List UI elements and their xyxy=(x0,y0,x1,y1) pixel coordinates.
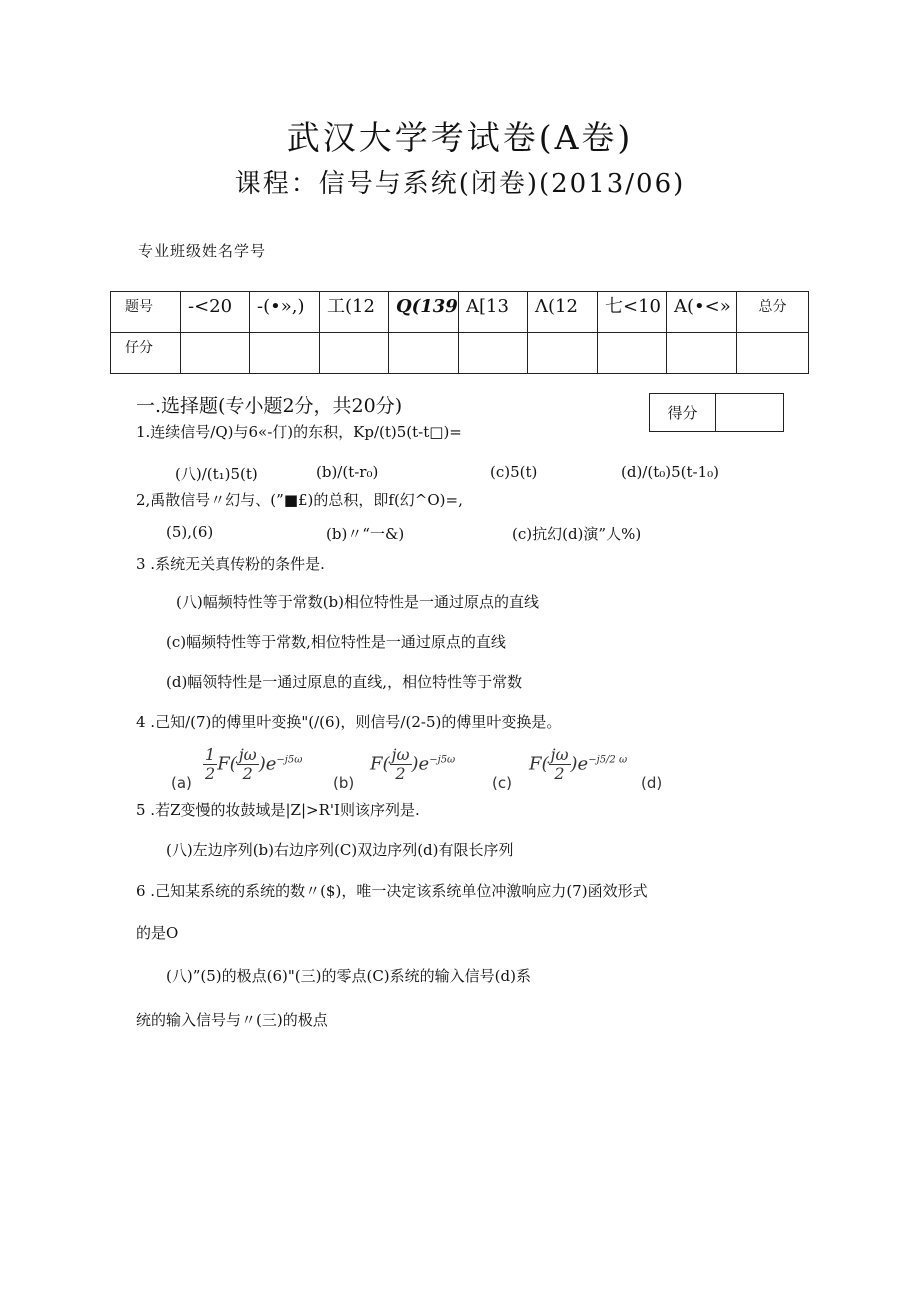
score-table-header-total: 总分 xyxy=(758,299,787,315)
exam-title: 武汉大学考试卷(A卷) xyxy=(286,118,634,157)
score-table-header: A[13 xyxy=(466,296,509,317)
question-1: 1.连续信号/Q)与6«-仃)的东积，Kp/(t)5(t-t□)= xyxy=(136,423,462,441)
score-cell xyxy=(667,333,737,374)
q6-options-continued: 统的输入信号与〃(三)的极点 xyxy=(136,1011,328,1029)
q4-formula-c: F( $\frac{j\omega}{2}$ )$e^{-j5/2 \omega}$ xyxy=(529,745,628,783)
q4-label-b: (b) xyxy=(333,774,355,792)
question-2: 2,禹散信号〃幻与、(”■£)的总积，即f(幻^O)=, xyxy=(136,491,463,509)
score-table-header: 七<10 xyxy=(605,296,661,317)
score-row-label: 仔分 xyxy=(125,340,153,356)
score-cell xyxy=(598,333,667,374)
score-cell xyxy=(320,333,389,374)
score-table-score-row xyxy=(111,333,809,374)
section-1-title: 一.选择题(专小题2分，共20分) xyxy=(136,395,403,417)
score-table-header: 工(12 xyxy=(327,296,375,317)
section-score-cell xyxy=(716,394,784,432)
score-table-header: Q(139 xyxy=(396,296,458,317)
question-5: 5 .若Z变慢的妆鼓域是|Z|>R'I则该序列是. xyxy=(136,801,420,819)
exam-subtitle: 课程：信号与系统(闭卷)(2013/06) xyxy=(234,169,686,199)
q3-option-c: (c)幅频特性等于常数,相位特性是一通过原点的直线 xyxy=(166,633,506,651)
q3-option-a: (八)幅频特性等于常数(b)相位特性是一通过原点的直线 xyxy=(176,593,540,611)
q2-option-b: (b)〃“一&) xyxy=(326,525,405,543)
question-6-continued: 的是O xyxy=(136,924,179,942)
q1-option-d: (d)/(t₀)5(t-1₀) xyxy=(621,463,720,481)
score-cell xyxy=(181,333,250,374)
q5-options: (八)左边序列(b)右边序列(C)双边序列(d)有限长序列 xyxy=(166,841,514,859)
section-score-label: 得分 xyxy=(650,394,716,432)
score-table-header: 题号 xyxy=(125,299,153,315)
score-table-header: Λ(12 xyxy=(535,296,578,317)
question-6: 6 .己知某系统的系统的数〃($)，唯一决定该系统单位冲激响应力(7)函效形式 xyxy=(136,882,648,900)
q2-option-c: (c)抗幻(d)演”人%) xyxy=(512,525,642,543)
q1-option-a: (八)/(t₁)5(t) xyxy=(175,465,258,483)
q2-option-a: (5),(6) xyxy=(166,523,214,541)
q3-option-d: (d)幅领特性是一通过原息的直线,，相位特性等于常数 xyxy=(166,673,523,691)
question-4: 4 .己知/(7)的傅里叶变换"(/(6)，则信号/(2-5)的傅里叶变换是。 xyxy=(136,713,562,731)
score-cell xyxy=(250,333,320,374)
score-table-header: -(•»,) xyxy=(257,296,305,317)
q4-label-d: (d) xyxy=(641,774,663,792)
section-score-box xyxy=(649,393,784,432)
score-cell xyxy=(737,333,809,374)
q4-label-c: (c) xyxy=(492,774,512,792)
q1-option-b: (b)/(t-r₀) xyxy=(316,463,379,481)
score-table-header-row xyxy=(111,292,809,333)
score-table-header: A(•<» xyxy=(674,296,731,317)
q4-formula-options xyxy=(165,744,685,794)
score-cell xyxy=(389,333,459,374)
student-info-line: 专业班级姓名学号 xyxy=(138,242,267,260)
score-cell xyxy=(528,333,598,374)
score-cell xyxy=(459,333,528,374)
q4-label-a: (a) xyxy=(171,774,192,792)
q6-options: (八)”(5)的极点(6)"(三)的零点(C)系统的输入信号(d)系 xyxy=(166,967,531,985)
q4-formula-a: $\frac{1}{2}$ F( $\frac{j\omega}{2}$ )$e^{-j5\omega}$ xyxy=(205,745,303,783)
score-table xyxy=(110,291,809,374)
q1-option-c: (c)5(t) xyxy=(490,463,538,481)
question-3: 3 .系统无关真传粉的条件是. xyxy=(136,555,325,573)
score-table-header: -<20 xyxy=(188,296,233,317)
q4-formula-b: F( $\frac{j\omega}{2}$ )$e^{-j5\omega}$ xyxy=(370,745,456,783)
